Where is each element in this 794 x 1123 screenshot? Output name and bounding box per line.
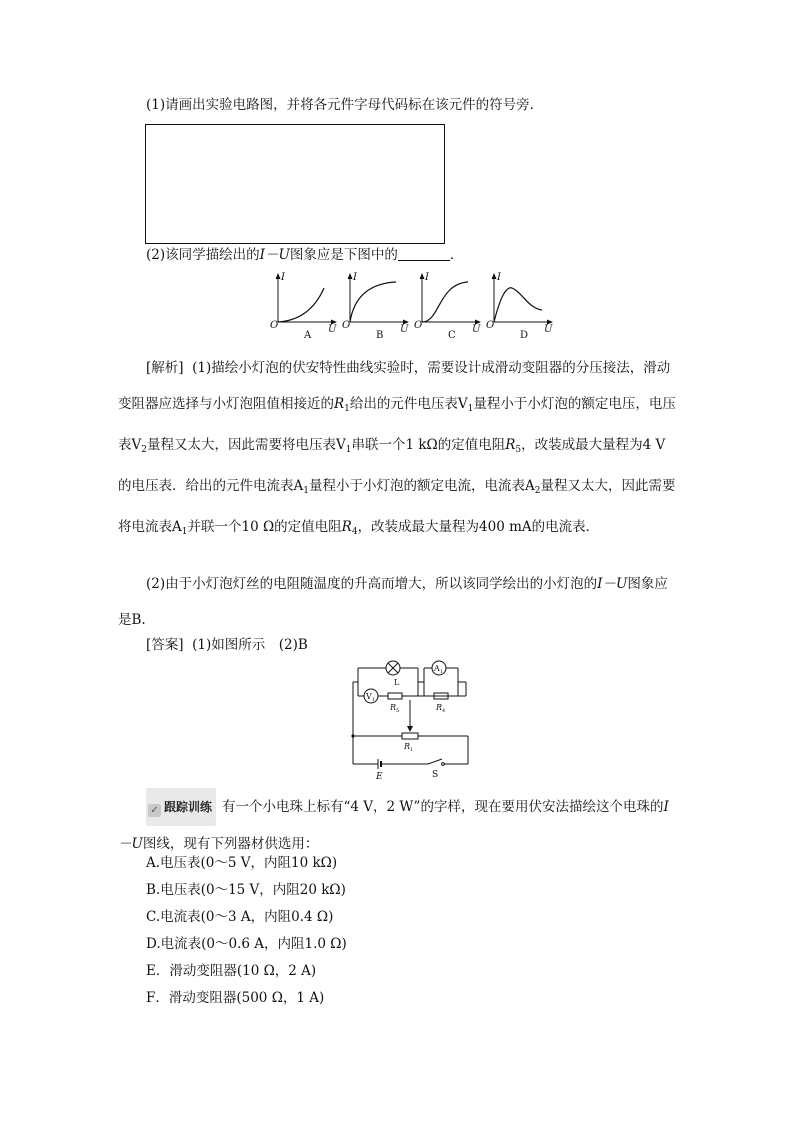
r1-symbol: R <box>334 396 345 412</box>
answer-tag: [答案] <box>146 637 184 653</box>
iu-graphs <box>262 268 562 344</box>
label-lamp: L <box>394 678 400 687</box>
analysis-text-e: 串联一个1 kΩ的定值电阻 <box>351 437 506 453</box>
question-1: (1)请画出实验电路图，并将各元件字母代码标在该元件的符号旁． <box>146 97 544 113</box>
graph-b-origin: O <box>342 320 351 331</box>
answer-line <box>146 636 308 654</box>
graph-d-label: D <box>520 330 529 341</box>
graph-a-i-label: I <box>281 272 285 283</box>
graph-c-label: C <box>448 330 456 341</box>
graph-c-i-label: I <box>425 272 429 283</box>
followup-text-b-post: 图线，现有下列器材供选用： <box>142 836 319 852</box>
analysis-text-c: 量程小于小灯泡的额定电压，电压表V <box>118 396 676 453</box>
answer-text: (1)如图所示 (2)B <box>192 637 308 653</box>
followup-text-b-pre: 珠的 <box>636 799 664 815</box>
analysis-paragraph-2 <box>118 566 678 638</box>
graph-b-u-label: U <box>400 324 409 335</box>
analysis-p2-text-b: 图象应是B. <box>118 576 668 628</box>
graph-b-label: B <box>376 330 384 341</box>
label-a1: A <box>434 664 440 673</box>
answer-box <box>145 124 445 244</box>
graph-a-label: A <box>304 330 312 341</box>
graph-a-u-label: U <box>328 324 337 335</box>
question-2 <box>146 246 463 264</box>
analysis-text-f: ，改装成最大量程为4 V的电压表．给出的元件电流表A <box>118 437 666 494</box>
graph-d <box>486 272 553 341</box>
label-s: S <box>432 770 439 780</box>
analysis-text-d: 量程又太大，因此需要将电压表V <box>146 437 346 453</box>
followup-tag <box>146 788 216 826</box>
analysis-text-b: 给出的元件电压表V <box>349 396 468 412</box>
analysis-text-j: ，改装成最大量程为400 mA的电流表． <box>357 519 600 535</box>
question-2-var: I－U <box>259 247 290 263</box>
option-f: F．滑动变阻器(500 Ω，1 A) <box>146 990 325 1006</box>
svg-text:1: 1 <box>372 697 376 703</box>
question-2-end: ． <box>449 247 464 263</box>
svg-text:4: 4 <box>442 708 446 714</box>
label-r5: R <box>390 703 397 712</box>
graph-c-u-label: U <box>472 324 481 335</box>
analysis-paragraph-1: [解析] (1)描绘小灯泡的伏安特性曲线实验时，需要设计成滑动变阻器的分压接法，滑动变阻器应选择与小灯泡阻值相接近的$R_1$给出的元件电压表$V_1$量程小于小灯泡的额定电压，电压表$V_2$量程又太大，因此需要将电压表$V_1$串联一个1 kΩ的定值电阻$R_5$，改装成最大量程为4 V的电压表．给出的元件电流表$A_1$量程小于小灯泡的额定电流，电流表$A_2$量程又太大，因此需要将电流表$A_1$并联一个10 Ω的定值电阻$R_4$，改装成最大量程为400 mA的电流表． <box>118 360 676 537</box>
analysis-tag: [解析] <box>146 360 184 376</box>
svg-text:5: 5 <box>396 708 400 714</box>
analysis-text-a: (1)描绘小灯泡的伏安特性曲线实验时，需要设计成滑动变阻器的分压接法，滑动变阻器应选择与小灯泡阻值相接近的 <box>118 360 671 412</box>
option-e: E．滑动变阻器(10 Ω，2 A) <box>146 963 317 979</box>
graph-d-i-label: I <box>497 272 501 283</box>
circuit-diagram <box>348 660 474 782</box>
label-r4: R <box>436 703 443 712</box>
label-r1: R <box>404 742 411 751</box>
option-a: A.电压表(0～5 V，内阻10 kΩ) <box>146 855 338 871</box>
analysis-text-g: 量程小于小灯泡的额定电流，电流表A <box>308 478 535 494</box>
followup-tag-label: 跟踪训练 <box>164 800 213 814</box>
graph-c <box>414 272 481 341</box>
question-2-prefix: (2)该同学描绘出的 <box>146 247 260 263</box>
graph-b <box>342 272 409 341</box>
followup-intro <box>118 788 678 862</box>
graph-b-i-label: I <box>353 272 357 283</box>
svg-text:1: 1 <box>440 669 444 675</box>
r5-symbol: R <box>505 437 516 453</box>
graph-c-origin: O <box>414 320 423 331</box>
analysis-p2-text-a: (2)由于小灯泡灯丝的电阻随温度的升高而增大，所以该同学绘出的小灯泡的 <box>146 576 598 592</box>
r4-symbol: R <box>341 519 352 535</box>
followup-var: I－U <box>118 799 669 852</box>
analysis-text-h: 量程又太大，因此需要将电流表A <box>118 478 676 535</box>
option-c: C.电流表(0～3 A，内阻0.4 Ω) <box>146 909 334 925</box>
followup-text-a: 有一个小电珠上标有“4 V，2 W”的字样，现在要用伏安法描绘这个电 <box>222 799 637 815</box>
graph-d-u-label: U <box>544 324 553 335</box>
answer-blank <box>398 248 450 261</box>
analysis-p2-var: I－U <box>597 576 628 592</box>
label-v1: V <box>366 692 372 701</box>
option-b: B.电压表(0～15 V，内阻20 kΩ) <box>146 882 346 898</box>
graph-a-origin: O <box>270 320 279 331</box>
graph-d-origin: O <box>486 320 495 331</box>
option-d: D.电流表(0～0.6 A，内阻1.0 Ω) <box>146 936 347 952</box>
label-e: E <box>376 772 383 782</box>
analysis-text-i: 并联一个10 Ω的定值电阻 <box>187 519 342 535</box>
question-2-suffix: 图象应是下图中的 <box>289 247 398 263</box>
graph-a <box>270 272 337 341</box>
svg-text:1: 1 <box>410 747 414 753</box>
checkmark-icon: ✓ <box>148 804 161 817</box>
